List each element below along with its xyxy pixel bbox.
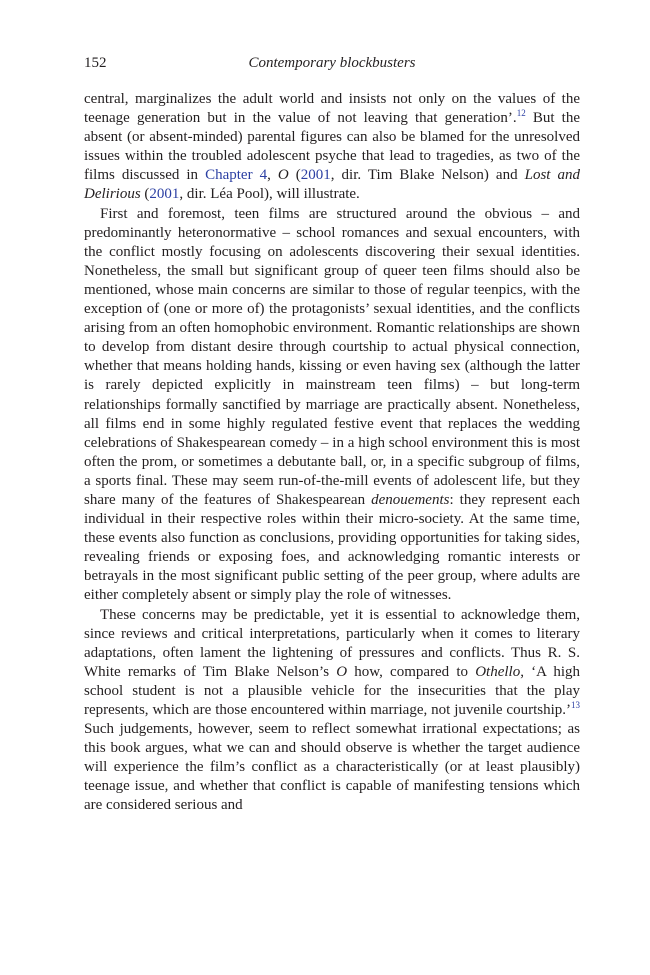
p1-text-1: central, marginalizes the adult world and insists not only on the values of the teenage generation but in the value of not leaving that generation’. [84,91,580,127]
body-text [84,90,580,816]
paragraph-3 [84,606,580,816]
paragraph-1 [84,90,580,205]
play-title-othello: Othello [475,663,521,680]
page-header [84,55,580,75]
p2-text-2: : they represent each individual in their respective roles within their micro-society. At the same time, these events also function as conclusions, providing opportunities for taking sides, revealing friends or exposing foes, and acknowledging romantic interests or betrayals in the most significant public setting of the peer group, where adults are either completely absent or simply play the role of witnesses. [84,491,580,604]
italic-denouements: denouements [371,491,450,508]
film-title-lost-and-delirious: Lost and Delirious [84,167,581,203]
p1-text-3: , [267,167,278,184]
footnote-ref-12[interactable]: 12 [516,108,526,119]
running-head: Contemporary blockbusters [248,55,416,71]
p2-text-1: First and foremost, teen films are structured around the obvious – and predominantly heteronormative – school romances and sexual encounters, with the conflict mostly focusing on adolescents discovering their sexual identities. Nonetheless, the small but significant group of queer teen films should also be mentioned, whose main concerns are similar to those of regular teenpics, with the exception of (one or more of) the protagonists’ sexual identities, and the conflicts arising from an often homophobic environment. Romantic relationships are shown to develop from distant desire through courtship to actual physical connection, whether that means holding hands, kissing or even having sex (although the latter is rarely depicted explicitly in mainstream teen films) – but long-term relationships formally sanctified by marriage are practically absent. Nonetheless, all films end in some highly regulated festive event that replaces the wedding celebrations of Shakespearean comedy – in a high school environment this is most often the prom, or sometimes a debutante ball, or, in a specific subgroup of films, a sports final. These may seem run-of-the-mill events of adolescent life, but they share many of the features of Shakespearean [84,205,580,508]
page-number: 152 [84,55,107,71]
p1-text-6: ( [140,186,150,203]
year-2001-link-1[interactable]: 2001 [300,167,331,184]
p1-text-2: But the absent (or absent-minded) parental figures can also be blamed for the unresolved issues within the troubled adolescent psyche that lead to tragedies, as two of the films discussed in [84,110,581,184]
chapter-4-link[interactable]: Chapter 4 [205,167,268,184]
p3-text-4: Such judgements, however, seem to reflect somewhat irrational expectations; as this book argues, what we can and should observe is whether the target audience will experience the film’s conflict as a characteristically (or at least plausibly) teenage issue, and whether that conflict is capable of manifesting tensions which are considered serious and [84,721,580,814]
p1-text-7: , dir. Léa Pool), will illustrate. [179,186,360,203]
p1-text-5: , dir. Tim Blake Nelson) and [330,167,525,184]
film-title-o: O [277,167,289,184]
film-title-o-2: O [336,663,348,680]
paragraph-2 [84,205,580,606]
footnote-ref-13[interactable]: 13 [571,700,580,710]
year-2001-link-2[interactable]: 2001 [149,186,180,203]
p3-text-1: These concerns may be predictable, yet it is essential to acknowledge them, since reviews and critical interpretations, particularly when it comes to literary adaptations, often lament the lightening of pressures and conflicts. Thus R. S. White remarks of Tim Blake Nelson’s [84,606,580,680]
p3-text-2: how, compared to [347,663,476,680]
p3-text-3: , ‘A high school student is not a plausible vehicle for the insecurities that the play represents, which are those encountered within marriage, not juvenile courtship.’ [84,663,580,718]
p1-text-4: ( [288,167,301,184]
